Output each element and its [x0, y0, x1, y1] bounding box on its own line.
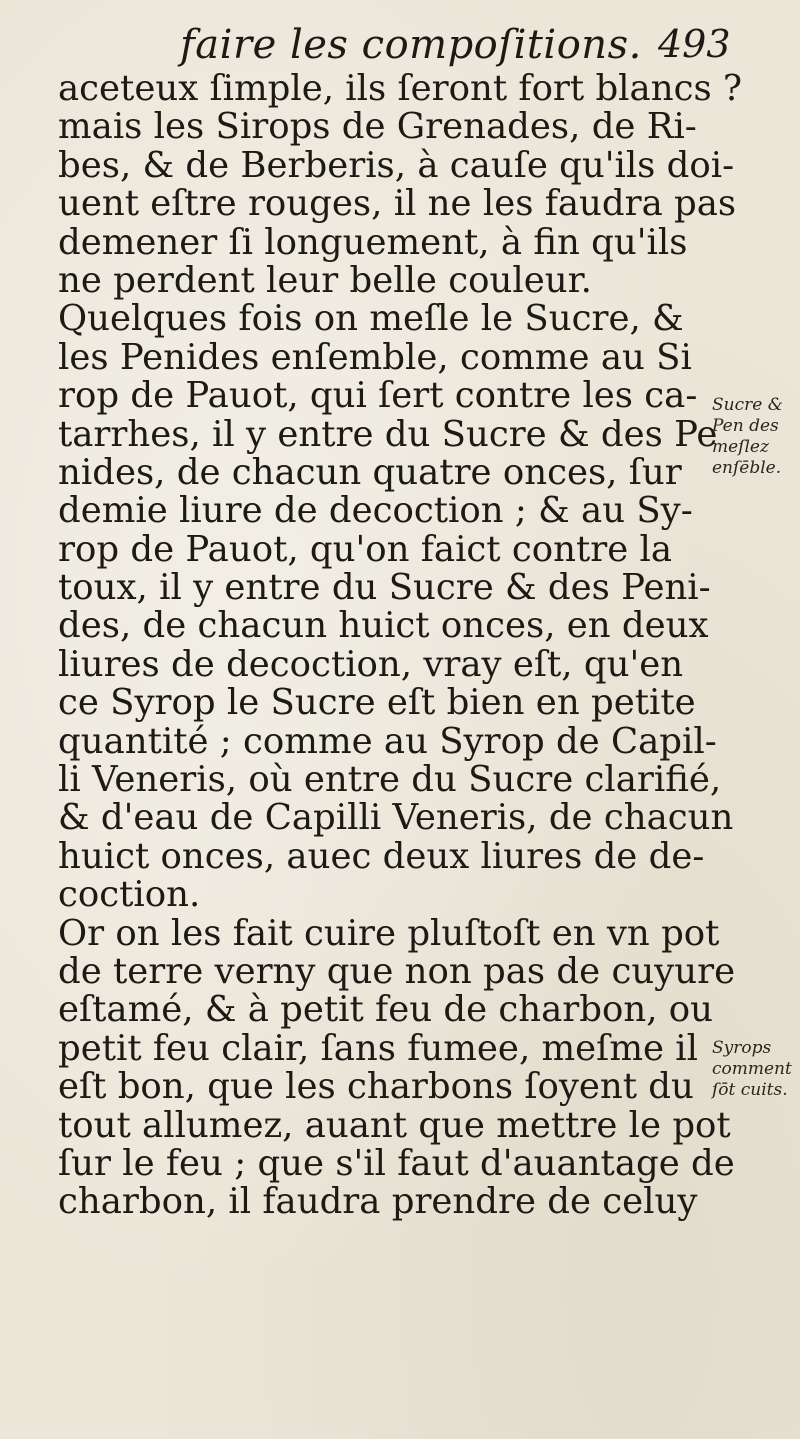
text-line: li Veneris, où entre du Sucre clarifié,	[58, 759, 722, 801]
text-line: liures de decoction, vray eſt, qu'en	[58, 643, 684, 685]
text-line: Or on les fait cuire pluſtoſt en vn pot	[58, 912, 720, 954]
text-line: rop de Pauot, qu'on faict contre la	[58, 528, 673, 570]
text-line: bes, & de Berberis, à cauſe qu'ils doi-	[58, 144, 735, 186]
text-line: charbon, il faudra prendre de celuy	[58, 1181, 698, 1223]
margin-note-syrops	[712, 1038, 792, 1101]
text-line: tout allumez, auant que mettre le pot	[58, 1104, 731, 1146]
text-line: de terre verny que non pas de cuyure	[58, 950, 736, 992]
text-line: ne perdent leur belle couleur.	[58, 259, 592, 301]
text-line: ce Syrop le Sucre eſt bien en petite	[58, 682, 696, 724]
text-line: des, de chacun huict onces, en deux	[58, 605, 709, 647]
text-line: uent eſtre rouges, il ne les faudra pas	[58, 183, 737, 225]
text-line: tarrhes, il y entre du Sucre & des Pe	[58, 413, 718, 455]
text-line: coction.	[58, 874, 201, 916]
text-line: nides, de chacun quatre onces, ſur	[58, 451, 682, 493]
text-line: les Penides enſemble, comme au Si	[58, 336, 692, 378]
text-line: ſur le feu ; que s'il faut d'auantage de	[58, 1142, 735, 1184]
margin-note-sucre	[712, 395, 783, 479]
running-title: faire les compoſitions.	[180, 22, 642, 68]
margin-note-line: Pen des	[712, 416, 779, 436]
text-line: & d'eau de Capilli Veneris, de chacun	[58, 797, 734, 839]
text-line: huict onces, auec deux liures de de-	[58, 835, 705, 877]
text-line: quantité ; comme au Syrop de Capil-	[58, 720, 717, 762]
margin-note-line: comment	[712, 1059, 792, 1079]
margin-note-line: Sucre &	[712, 395, 783, 415]
text-line: Quelques fois on meſle le Sucre, &	[58, 298, 684, 340]
text-line: toux, il y entre du Sucre & des Peni-	[58, 567, 711, 609]
text-line: demie liure de decoction ; & au Sy-	[58, 490, 693, 532]
margin-note-line: meſlez	[712, 437, 769, 457]
page-number: 493	[658, 22, 731, 66]
margin-note-line: ſōt cuits.	[712, 1080, 788, 1100]
text-line: rop de Pauot, qui ſert contre les ca-	[58, 375, 698, 417]
margin-note-line: Syrops	[712, 1038, 772, 1058]
text-line: petit feu clair, ſans fumee, meſme il	[58, 1027, 698, 1069]
text-line: demener ſi longuement, à fin qu'ils	[58, 221, 688, 263]
text-line: eſt bon, que les charbons ſoyent du	[58, 1066, 694, 1108]
margin-note-line: enſēble.	[712, 458, 782, 478]
text-line: mais les Sirops de Grenades, de Ri-	[58, 106, 697, 148]
text-line: aceteux ſimple, ils ſeront fort blancs ?	[58, 68, 742, 109]
text-line: eſtamé, & à petit feu de charbon, ou	[58, 989, 714, 1031]
